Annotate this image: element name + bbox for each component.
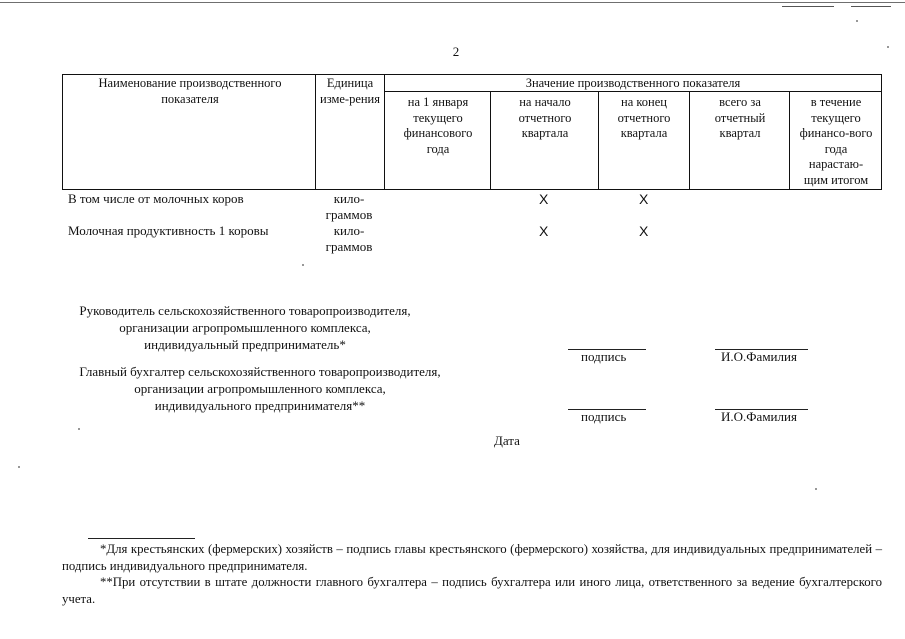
row-unit-line: граммов (325, 207, 373, 222)
row-unit-line: граммов (325, 239, 373, 254)
row-unit (316, 223, 382, 255)
row-label: В том числе от молочных коров (68, 191, 244, 206)
scan-dot (18, 466, 20, 468)
row-mark-quarter-end: X (639, 223, 649, 239)
row-label: Молочная продуктивность 1 коровы (68, 223, 269, 238)
head-name-caption: И.О.Фамилия (721, 349, 797, 364)
accountant-name-caption: И.О.Фамилия (721, 409, 797, 424)
scan-dot (815, 488, 817, 490)
scan-dot (887, 46, 889, 48)
signatory-title-line: индивидуальный предприниматель* (144, 337, 346, 352)
footnote-separator (88, 538, 195, 539)
scan-dot (856, 20, 858, 22)
footnote-1: *Для крестьянских (фермерских) хозяйств – подпись главы крестьянского (фермерского) хозяйства, для индивидуальных предпринимателей – подпись индивидуального предпринимателя. (62, 542, 882, 573)
signatory-title-line: организации агропромышленного комплекса, (134, 381, 386, 396)
row-unit-line: кило- (333, 223, 365, 238)
header-quarter-total: всего за отчетный квартал (714, 95, 766, 140)
header-quarter-start: на начало отчетного квартала (518, 95, 572, 140)
scan-edge-line (0, 2, 905, 3)
accountant-signatory-title (40, 363, 480, 414)
row-mark-quarter-end: X (639, 191, 649, 207)
signatory-title-line: Главный бухгалтер сельскохозяйственного товаропроизводителя, (79, 364, 441, 379)
header-ytd: в течение текущего финансо-вого года нарастаю-щим итогом (799, 95, 873, 187)
header-jan1: на 1 января текущего финансового года (403, 95, 473, 156)
scan-mark (851, 6, 891, 7)
row-mark-quarter-start: X (539, 223, 549, 239)
accountant-signature-caption: подпись (581, 409, 627, 424)
row-mark-quarter-start: X (539, 191, 549, 207)
header-value-group: Значение производственного показателя (525, 76, 741, 90)
footnote-2: **При отсутствии в штате должности главного бухгалтера – подпись бухгалтера или иного лица, ответственного за ведение бухгалтерского учета. (62, 575, 882, 606)
row-unit (316, 191, 382, 223)
scan-dot (78, 428, 80, 430)
head-signatory-title (40, 302, 450, 353)
head-signature-caption: подпись (581, 349, 627, 364)
date-label: Дата (494, 433, 520, 448)
page-number: 2 (452, 44, 460, 59)
header-unit: Единица изме-рения (320, 76, 380, 106)
scan-dot (302, 264, 304, 266)
scan-mark (782, 6, 834, 7)
signatory-title-line: Руководитель сельскохозяйственного товаропроизводителя, (79, 303, 411, 318)
signatory-title-line: организации агропромышленного комплекса, (119, 320, 371, 335)
row-unit-line: кило- (333, 191, 365, 206)
signatory-title-line: индивидуального предпринимателя** (154, 398, 366, 413)
indicator-table-header (62, 74, 882, 190)
header-quarter-end: на конец отчетного квартала (617, 95, 671, 140)
header-indicator-name: Наименование производственного показателя (98, 76, 282, 106)
